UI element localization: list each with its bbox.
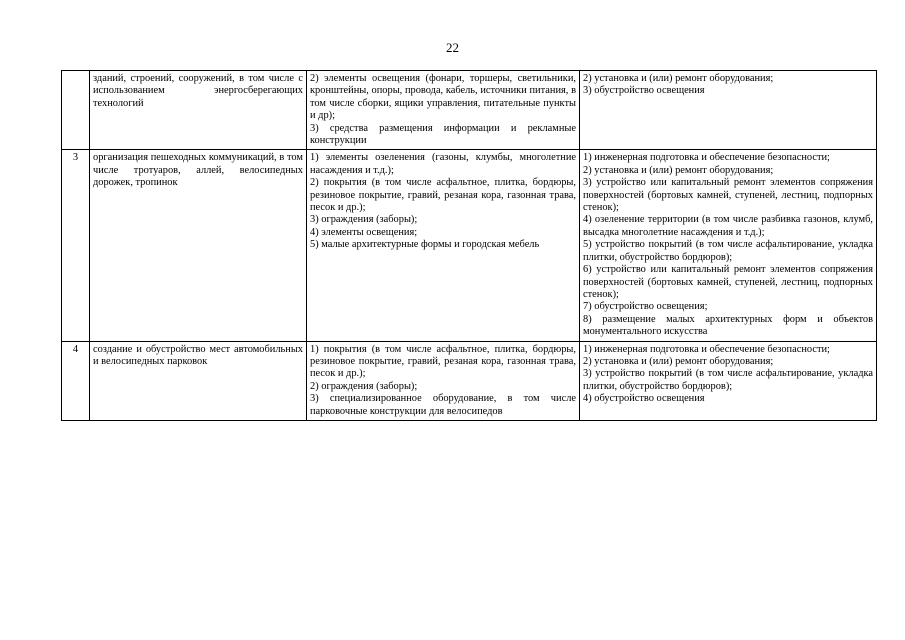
element-item: 3) средства размещения информации и рекламные конструкции xyxy=(310,122,576,147)
object-cell xyxy=(90,341,307,420)
table-row xyxy=(62,341,877,420)
element-item: 2) ограждения (заборы); xyxy=(310,380,418,392)
element-item: 3) специализированное оборудование, в том числе парковочные конструкции для велосипедов xyxy=(310,393,576,417)
work-item: 1) инженерная подготовка и обеспечение безопасности; xyxy=(583,152,830,164)
object-cell xyxy=(90,150,307,341)
element-item: 4) элементы освещения; xyxy=(310,226,418,238)
page-number: 22 xyxy=(446,40,459,55)
work-item: 1) инженерная подготовка и обеспечение безопасности; xyxy=(583,343,830,355)
work-item: 2) установка и (или) ремонт оборудования; xyxy=(583,73,774,84)
object-text: организация пешеходных коммуникаций, в том числе тротуаров, аллей, велосипедных дорожек, тропинок xyxy=(93,152,303,189)
object-text: зданий, строений, сооружений, в том числе с использованием энергосберегающих технологий xyxy=(93,73,303,109)
work-item: 4) обустройство освещения xyxy=(583,393,705,405)
element-item: 3) ограждения (заборы); xyxy=(310,214,418,226)
element-item: 5) малые архитектурные формы и городская мебель xyxy=(310,239,540,251)
object-cell xyxy=(90,71,307,150)
works-cell xyxy=(580,150,877,341)
work-item: 3) устройство покрытий (в том числе асфальтирование, укладка плитки, обустройство бордюров); xyxy=(583,368,873,392)
elements-cell xyxy=(307,150,580,341)
work-item: 8) размещение малых архитектурных форм и объектов монументального искусства xyxy=(583,313,873,338)
work-item: 4) озеленение территории (в том числе разбивка газонов, клумб, высадка многолетние насаждения и т.д.); xyxy=(583,214,873,238)
elements-cell xyxy=(307,71,580,150)
object-text: создание и обустройство мест автомобильных и велосипедных парковок xyxy=(93,343,303,367)
element-item: 2) покрытия (в том числе асфальтное, плитка, бордюры, резиновое покрытие, гравий, резаная кора, газонная трава, песок и др.); xyxy=(310,177,576,214)
work-item: 2) установка и (или) ремонт оборудования; xyxy=(583,355,774,367)
works-cell xyxy=(580,341,877,420)
work-item: 2) установка и (или) ремонт оборудования; xyxy=(583,164,774,176)
work-item: 7) обустройство освещения; xyxy=(583,301,708,313)
table-row xyxy=(62,71,877,150)
element-item: 1) покрытия (в том числе асфальтное, плитка, бордюры, резиновое покрытие, гравий, резаная кора, газонная трава, песок и др.); xyxy=(310,343,576,380)
work-item: 6) устройство или капитальный ремонт элементов сопряжения поверхностей (бортовых камней, ступеней, лестниц, подпорных стенок); xyxy=(583,264,873,300)
table-row xyxy=(62,150,877,341)
row-number: 4 xyxy=(62,341,90,420)
works-cell xyxy=(580,71,877,150)
element-item: 1) элементы озеленения (газоны, клумбы, многолетние насаждения и т.д.); xyxy=(310,152,576,176)
work-item: 3) устройство или капитальный ремонт элементов сопряжения поверхностей (бортовых камней, ступеней, лестниц, подпорных стенок); xyxy=(583,177,873,214)
work-item: 3) обустройство освещения xyxy=(583,85,705,97)
element-item: 2) элементы освещения (фонари, торшеры, светильники, кронштейны, опоры, провода, кабель, источники питания, в том числе сборки, ящики управления, питательные пункты и др); xyxy=(310,73,576,122)
elements-cell xyxy=(307,341,580,420)
row-number: 3 xyxy=(62,150,90,341)
row-number xyxy=(62,71,90,150)
work-item: 5) устройство покрытий (в том числе асфальтирование, укладка плитки, обустройство бордюров); xyxy=(583,239,873,263)
improvement-table xyxy=(61,70,877,421)
